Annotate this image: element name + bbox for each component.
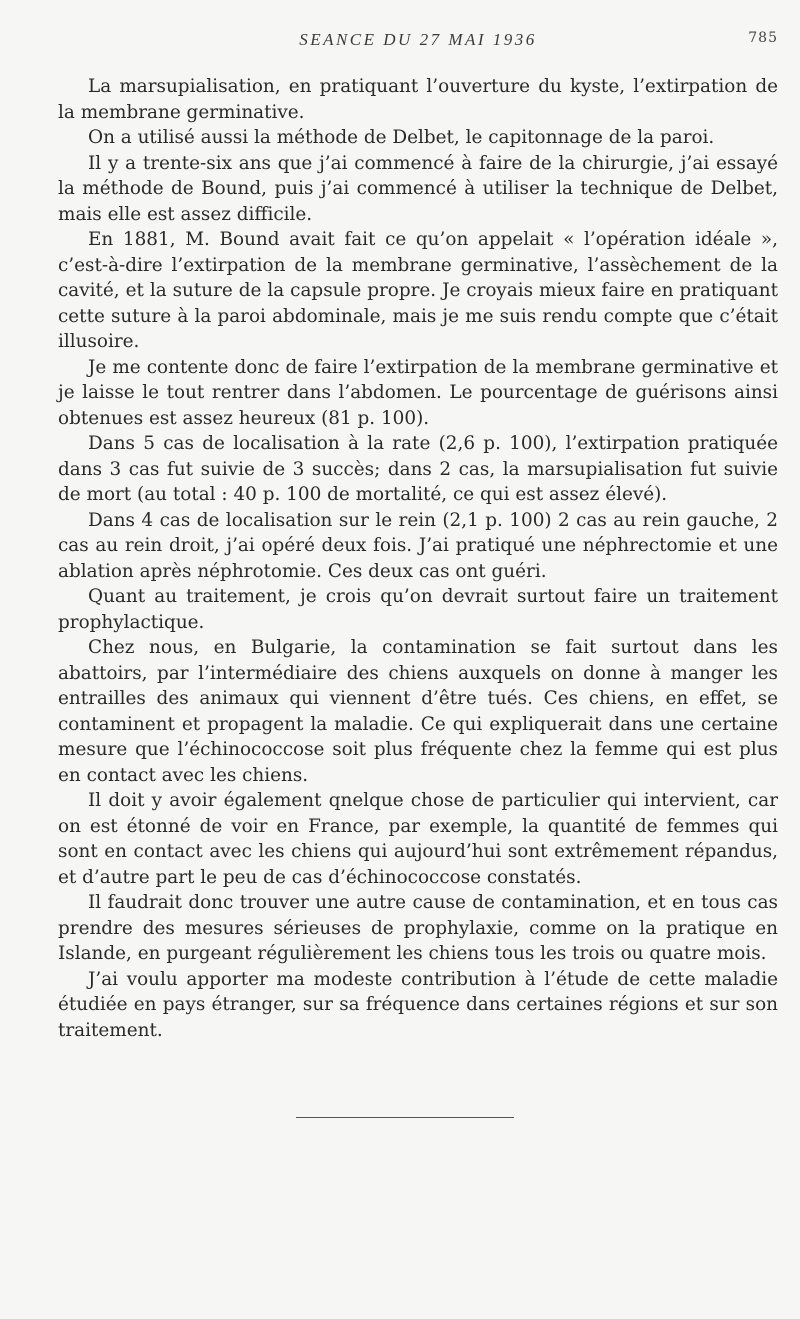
article-body — [58, 74, 778, 1043]
page-number: 785 — [748, 30, 778, 46]
paragraph-kidney-cases: Dans 4 cas de localisation sur le rein (2,1 p. 100) 2 cas au rein gauche, 2 cas au rein droit, j’ai opéré deux fois. J’ai pratiqué une néphrectomie et une ablation après néphrotomie. Ces deux cas ont guéri. — [58, 509, 778, 582]
paragraph-ideal-operation: En 1881, M. Bound avait fait ce qu’on appelait « l’opération idéale », c’est-à-dire l’extirpation de la membrane germinative, l’assèchement de la cavité, et la suture de la capsule propre. Je croyais mieux faire en pratiquant cette suture à la paroi abdominale, mais je me suis rendu compte que c’était illusoire. — [58, 229, 778, 352]
paragraph-prophylaxis: Il faudrait donc trouver une autre cause de contamination, et en tous cas prendre des mesures sérieuses de prophylaxie, comme on la pratique en Islande, en purgeant régulièrement les chiens tous les trois ou quatre mois. — [58, 892, 778, 964]
paragraph-delbet-method: On a utilisé aussi la méthode de Delbet, le capitonnage de la paroi. — [88, 127, 715, 148]
paragraph-extirpation-results: Je me contente donc de faire l’extirpation de la membrane germinative et je laisse le tout rentrer dans l’abdomen. Le pourcentage de guérisons ainsi obtenues est assez heureux (81 p. 100). — [58, 356, 778, 429]
paragraph-spleen-cases: Dans 5 cas de localisation à la rate (2,6 p. 100), l’extirpation pratiquée dans 3 cas fut suivie de 3 succès; dans 2 cas, la marsupialisation fut suivie de mort (au total : 40 p. 100 de mortalité, ce qui est assez élevé). — [58, 433, 778, 505]
end-rule-divider — [296, 1117, 514, 1118]
running-title: SEANCE DU 27 MAI 1936 — [299, 30, 537, 49]
paragraph-france-observation: Il doit y avoir également qnelque chose de particulier qui intervient, car on est étonné de voir en France, par exemple, la quantité de femmes qui sont en contact avec les chiens qui aujourd’hui sont extrêmement répandus, et d’autre part le peu de cas d’échinococcose constatés. — [58, 790, 778, 888]
paragraph-conclusion: J’ai voulu apporter ma modeste contribution à l’étude de cette maladie étudiée en pays étranger, sur sa fréquence dans certaines régions et sur son traitement. — [58, 968, 778, 1041]
paragraph-treatment: Quant au traitement, je crois qu’on devrait surtout faire un traitement prophylactique. — [58, 586, 778, 633]
page-header — [58, 30, 778, 54]
paragraph-marsupialisation: La marsupialisation, en pratiquant l’ouverture du kyste, l’extirpation de la membrane germinative. — [58, 76, 778, 123]
paragraph-surgery-experience: Il y a trente-six ans que j’ai commencé à faire de la chirurgie, j’ai essayé la méthode de Bound, puis j’ai commencé à utiliser la technique de Delbet, mais elle est assez difficile. — [58, 152, 778, 225]
paragraph-bulgaria-contamination: Chez nous, en Bulgarie, la contamination se fait surtout dans les abattoirs, par l’intermédiaire des chiens auxquels on donne à manger les entrailles des animaux qui viennent d’être tués. Ces chiens, en effet, se contaminent et propagent la maladie. Ce qui expliquerait dans une certaine mesure que l’échinococcose soit plus fréquente chez la femme qui est plus en contact avec les chiens. — [58, 637, 778, 786]
